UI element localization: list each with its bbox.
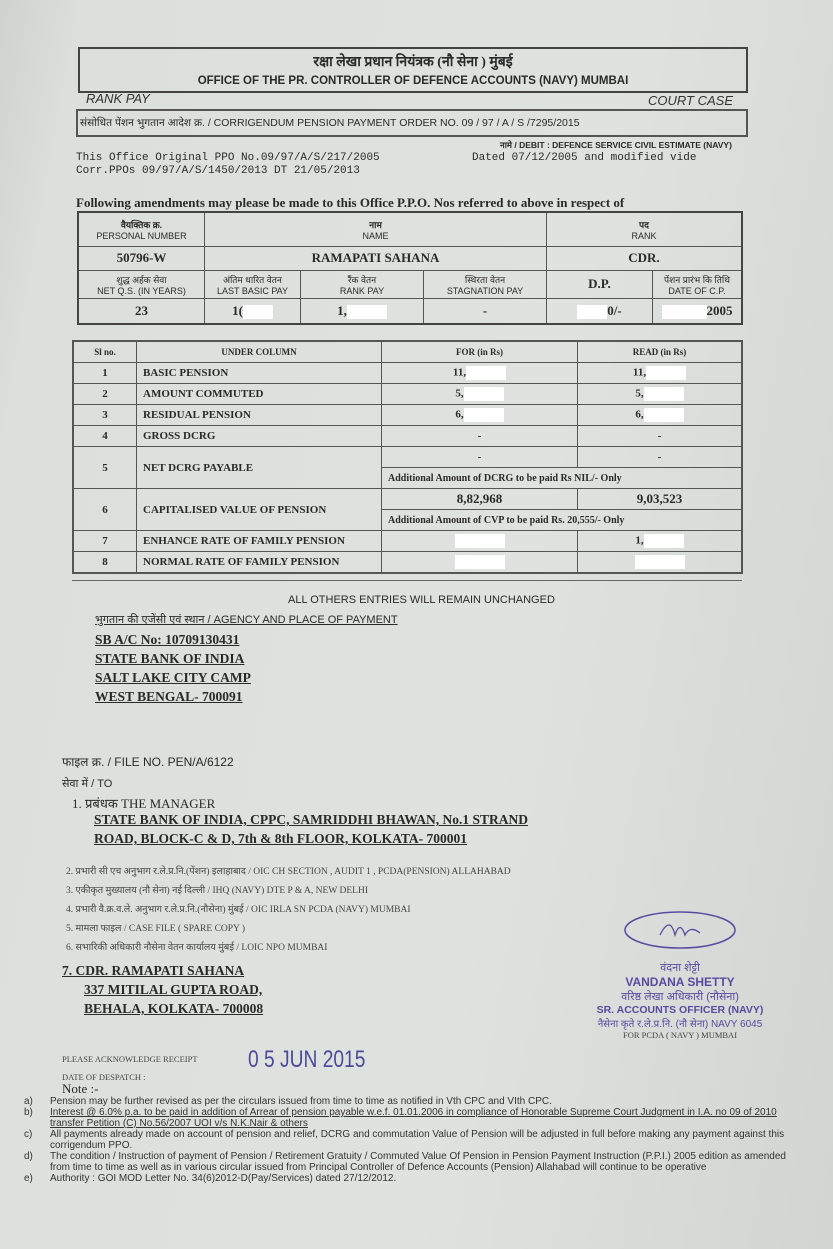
ref-line-1: This Office Original PPO No.09/97/A/S/217/2005	[76, 152, 380, 164]
header-hindi: रक्षा लेखा प्रधान नियंत्रक (नौ सेना ) मुंबई	[313, 55, 513, 70]
to-label: सेवा में / TO	[62, 778, 113, 790]
ref-line-2: Corr.PPOs 09/97/A/S/1450/2013 DT 21/05/2013	[76, 165, 360, 177]
col-for: FOR (in Rs)	[382, 341, 578, 363]
cvp-additional-note: Additional Amount of CVP to be paid Rs. 20,555/- Only	[382, 510, 743, 531]
col-under-column: UNDER COLUMN	[137, 341, 382, 363]
header-stagnation-pay: स्थिरता वेतन STAGNATION PAY	[424, 270, 547, 298]
signature-icon	[620, 905, 740, 955]
table-row: 1 BASIC PENSION 11, 11,	[73, 363, 742, 384]
agency-title: भुगतान की एजेंसी एवं स्थान / AGENCY AND PLACE OF PAYMENT	[95, 614, 398, 626]
unchanged-note: ALL OTHERS ENTRIES WILL REMAIN UNCHANGED	[288, 594, 555, 606]
header-personal-number: वैयक्तिक क्र. PERSONAL NUMBER	[78, 212, 205, 246]
col-sl-no: Sl no.	[73, 341, 137, 363]
header-date-cp: पेंशन प्रारंभ कि तिथि DATE OF C.P.	[653, 270, 743, 298]
personal-number: 50796-W	[78, 246, 205, 270]
agency-lines: SB A/C No: 10709130431 STATE BANK OF INDIA SALT LAKE CITY CAMP WEST BENGAL- 700091	[95, 632, 251, 704]
ref-line-1b: Dated 07/12/2005 and modified vide	[472, 152, 697, 164]
file-number: फाइल क्र. / FILE NO. PEN/A/6122	[62, 755, 234, 769]
rank-value: CDR.	[547, 246, 743, 270]
name-value: RAMAPATI SAHANA	[205, 246, 547, 270]
officer-stamp: वंदना शेट्टी VANDANA SHETTY वरिष्ठ लेखा अधिकारी (नौसेना) SR. ACCOUNTS OFFICER (NAVY) नैसेना कृते र.ले.प्र.नि. (नौ सेना) NAVY 6045 FOR PCDA ( NAVY ) MUMBAI	[560, 905, 800, 1040]
divider	[72, 580, 742, 581]
header-name: नाम NAME	[205, 212, 547, 246]
header-rank: पद RANK	[547, 212, 743, 246]
rank-pay-value: 1,	[301, 298, 424, 324]
despatch-date-stamp: 0 5 JUN 2015	[248, 1046, 366, 1073]
col-read: READ (in Rs)	[578, 341, 743, 363]
amendment-table	[72, 340, 743, 574]
last-basic-pay-value: 1(	[205, 298, 301, 324]
office-header	[78, 47, 748, 93]
personal-details-table	[77, 211, 743, 325]
stagnation-pay-value: -	[424, 298, 547, 324]
recipient-1-address: STATE BANK OF INDIA, CPPC, SAMRIDDHI BHAWAN, No.1 STRAND ROAD, BLOCK-C & D, 7th & 8th FLOOR, KOLKATA- 700001	[94, 812, 529, 846]
recipient-7-address: 7. CDR. RAMAPATI SAHANA 337 MITILAL GUPTA ROAD, BEHALA, KOLKATA- 700008	[62, 963, 264, 1016]
court-case-tag: COURT CASE	[648, 93, 733, 108]
acknowledge-labels: PLEASE ACKNOWLEDGE RECEIPT DATE OF DESPATCH :	[62, 1054, 198, 1082]
header-english: OFFICE OF THE PR. CONTROLLER OF DEFENCE ACCOUNTS (NAVY) MUMBAI	[197, 75, 629, 87]
rank-pay-tag: RANK PAY	[86, 91, 150, 106]
header-dp: D.P.	[547, 270, 653, 298]
net-qs-value: 23	[78, 298, 205, 324]
dcrg-additional-note: Additional Amount of DCRG to be paid Rs NIL/- Only	[382, 468, 743, 489]
table-row: 7 ENHANCE RATE OF FAMILY PENSION 1,	[73, 531, 742, 552]
recipient-1: 1. प्रबंधक THE MANAGER	[72, 796, 216, 811]
date-cp-value: 2005	[653, 298, 743, 324]
notes-list: a) Pension may be further revised as per the circulars issued from time to time as notified in Vth CPC and VIth CPC. b) Interest @ 6.0% p.a. to be paid in addition of Arrear of pension payable w.e.f. 01.01.2006 in compliance of Honorable Supreme Court Judgment in I.A. no 09 of 2010 transfer Petition (C) No.56/2007 UOI v/s N.K.Nair & others c) All payments already made on account of pension and relief, DCRG and commutation Value of Pension will be adjusted in full before making any payment against this corrigendum PPO. d) The condition / Instruction of payment of Pension / Retirement Gratuity / Commuted Value Of Pension in Pension Payment Instruction (P.P.I.) 2005 edition as amended from time to time as well as in various circular issued from Principal Controller of Defence Accounts (Pension) Allahabad will continue to be operative e) Authority : GOI MOD Letter No. 34(6)2012-D(Pay/Services) dated 27/12/2012.	[24, 1096, 786, 1184]
header-net-qs: शुद्ध अर्हक सेवा NET Q.S. (IN YEARS)	[78, 270, 205, 298]
table-row: 2 AMOUNT COMMUTED 5, 5,	[73, 384, 742, 405]
table-row: 6 CAPITALISED VALUE OF PENSION 8,82,968 9,03,523	[73, 489, 742, 510]
table-row: 3 RESIDUAL PENSION 6, 6,	[73, 405, 742, 426]
intro-text: Following amendments may please be made to this Office P.P.O. Nos referred to above in respect of	[76, 195, 625, 210]
corrigendum-order-no: संसोधित पेंशन भुगतान आदेश क्र. / CORRIGENDUM PENSION PAYMENT ORDER NO. 09 / 97 / A / S /7295/2015	[76, 109, 748, 137]
table-row: 4 GROSS DCRG - -	[73, 426, 742, 447]
table-row: 5 NET DCRG PAYABLE - -	[73, 447, 742, 468]
copy-recipients: 2. प्रभारी सी एच अनुभाग र.ले.प्र.नि.(पेंशन) इलाहाबाद / OIC CH SECTION , AUDIT 1 , PCDA(PENSION) ALLAHABAD 3. एकीकृत मुख्यालय (नौ सेना) नई दिल्ली / IHQ (NAVY) DTE P & A, NEW DELHI 4. प्रभारी वै.क्र.व.ले. अनुभाग र.ले.प्र.नि.(नौसेना) मुंबई / OIC IRLA SN PCDA (NAVY) MUMBAI 5. मामला फाइल / CASE FILE ( SPARE COPY ) 6. सभारिकी अधिकारी नौसेना वेतन कार्यालय मुंबई / LOIC NPO MUMBAI	[66, 867, 511, 953]
header-rank-pay: रैंक वेतन RANK PAY	[301, 270, 424, 298]
debit-line: नामे / DEBIT : DEFENCE SERVICE CIVIL ESTIMATE (NAVY)	[500, 140, 732, 150]
note-title: Note :-	[62, 1081, 99, 1096]
table-row: 8 NORMAL RATE OF FAMILY PENSION	[73, 552, 742, 574]
dp-value: 0/-	[547, 298, 653, 324]
header-last-basic-pay: अंतिम धारित वेतन LAST BASIC PAY	[205, 270, 301, 298]
